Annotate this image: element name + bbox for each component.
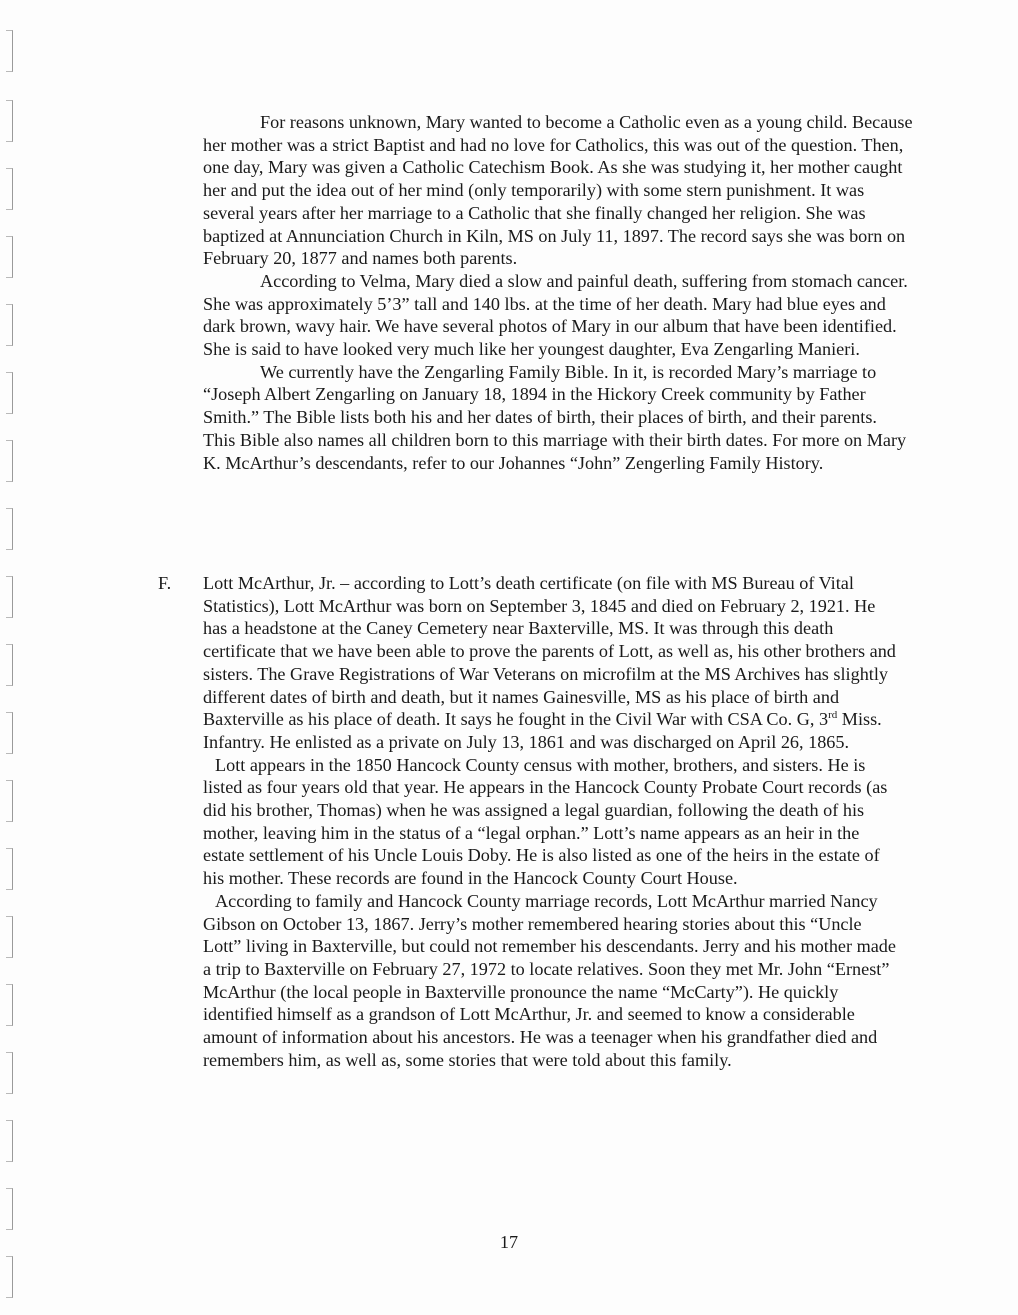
- list-item: [158, 572, 898, 1071]
- body-paragraph: For reasons unknown, Mary wanted to become a Catholic even as a young child. Because her mother was a strict Baptist and had no love for Catholics, this was out of the question. Then, one day, Mary was given a Catholic Catechism Book. As she was studying it, her mother caught her and put the idea out of her mind (only temporarily) with some stern punishment. It was several years after her marriage to a Catholic that she finally changed her religion. She was baptized at Annunciation Church in Kiln, MS on July 11, 1897. The record says she was born on February 20, 1877 and names both parents.: [203, 112, 913, 269]
- binder-hole-mark: [6, 372, 13, 414]
- binder-hole-mark: [6, 780, 13, 822]
- first-paragraph-text: Lott McArthur, Jr. – according to Lott’s death certificate (on file with MS Bureau of Vital Statistics), Lott McArthur was born on September 3, 1845 and died on February 2, 1921. He has a headstone at the Caney Cemetery near Baxterville, MS. It was through this death certificate that we have been able to prove the parents of Lott, as well as, his other brothers and sisters. The Grave Registrations of War Veterans on microfilm at the MS Archives has slightly different dates of birth and death, but it names Gainesville, MS as his place of birth and Baxterville as his place of death. It says he fought in the Civil War with CSA Co. G, 3: [203, 573, 896, 730]
- page-number: 17: [499, 1232, 519, 1252]
- body-paragraph: We currently have the Zengarling Family Bible. In it, is recorded Mary’s marriage to “Joseph Albert Zengarling on January 18, 1894 in the Hickory Creek community by Father Smith.” The Bible lists both his and her dates of birth, their places of birth, and their parents. This Bible also names all children born to this marriage with their birth dates. For more on Mary K. McArthur’s descendants, refer to our Johannes “John” Zengerling Family History.: [203, 361, 907, 473]
- binder-hole-mark: [6, 848, 13, 890]
- binder-hole-mark: [6, 100, 13, 142]
- binder-hole-mark: [6, 576, 13, 618]
- binder-hole-mark: [6, 644, 13, 686]
- binder-hole-mark: [6, 168, 13, 210]
- body-paragraph: According to family and Hancock County marriage records, Lott McArthur married Nancy Gibson on October 13, 1867. Jerry’s mother remembered hearing stories about this “Uncle Lott” living in Baxterville, but could not remember his descendants. Jerry and his mother made a trip to Baxterville on February 27, 1972 to locate relatives. Soon they met Mr. John “Ernest” McArthur (the local people in Baxterville pronounce the name “McCarty”). He quickly identified himself as a grandson of Lott McArthur, Jr. and seemed to know a considerable amount of information about his ancestors. He was a teenager when his grandfather died and remembers him, as well as, some stories that were told about this family.: [203, 890, 896, 1070]
- binder-hole-mark: [6, 984, 13, 1026]
- binder-hole-mark: [6, 30, 13, 72]
- binder-hole-mark: [6, 1188, 13, 1230]
- ordinal-superscript: rd: [828, 709, 838, 722]
- list-item-first-paragraph: [203, 572, 898, 754]
- list-item-marker: F.: [158, 573, 172, 593]
- body-paragraph: According to Velma, Mary died a slow and painful death, suffering from stomach cancer. She was approximately 5’3” tall and 140 lbs. at the time of her death. Mary had blue eyes and dark brown, wavy hair. We have several photos of Mary in our album that have been identified. She is said to have looked very much like her youngest daughter, Eva Zengarling Manieri.: [203, 270, 908, 360]
- binder-hole-mark: [6, 916, 13, 958]
- mary-mcarthur-section: [203, 111, 913, 474]
- binder-hole-mark: [6, 1256, 13, 1298]
- first-paragraph-text-continued: Miss. Infantry. He enlisted as a private on July 13, 1861 and was discharged on April 26, 1865.: [203, 709, 882, 752]
- binder-edge: [0, 0, 22, 1315]
- binder-hole-mark: [6, 236, 13, 278]
- binder-hole-mark: [6, 304, 13, 346]
- binder-hole-mark: [6, 1120, 13, 1162]
- binder-hole-mark: [6, 712, 13, 754]
- binder-hole-mark: [6, 440, 13, 482]
- lott-mcarthur-section: [158, 572, 898, 1071]
- body-paragraph: Lott appears in the 1850 Hancock County census with mother, brothers, and sisters. He is listed as four years old that year. He appears in the Hancock County Probate Court records (as did his brother, Thomas) when he was assigned a legal guardian, following the death of his mother, leaving him in the status of a “legal orphan.” Lott’s name appears as an heir in the estate settlement of his Uncle Louis Doby. He is also listed as one of the heirs in the estate of his mother. These records are found in the Hancock County Court House.: [203, 754, 888, 889]
- binder-hole-mark: [6, 1052, 13, 1094]
- binder-hole-mark: [6, 508, 13, 550]
